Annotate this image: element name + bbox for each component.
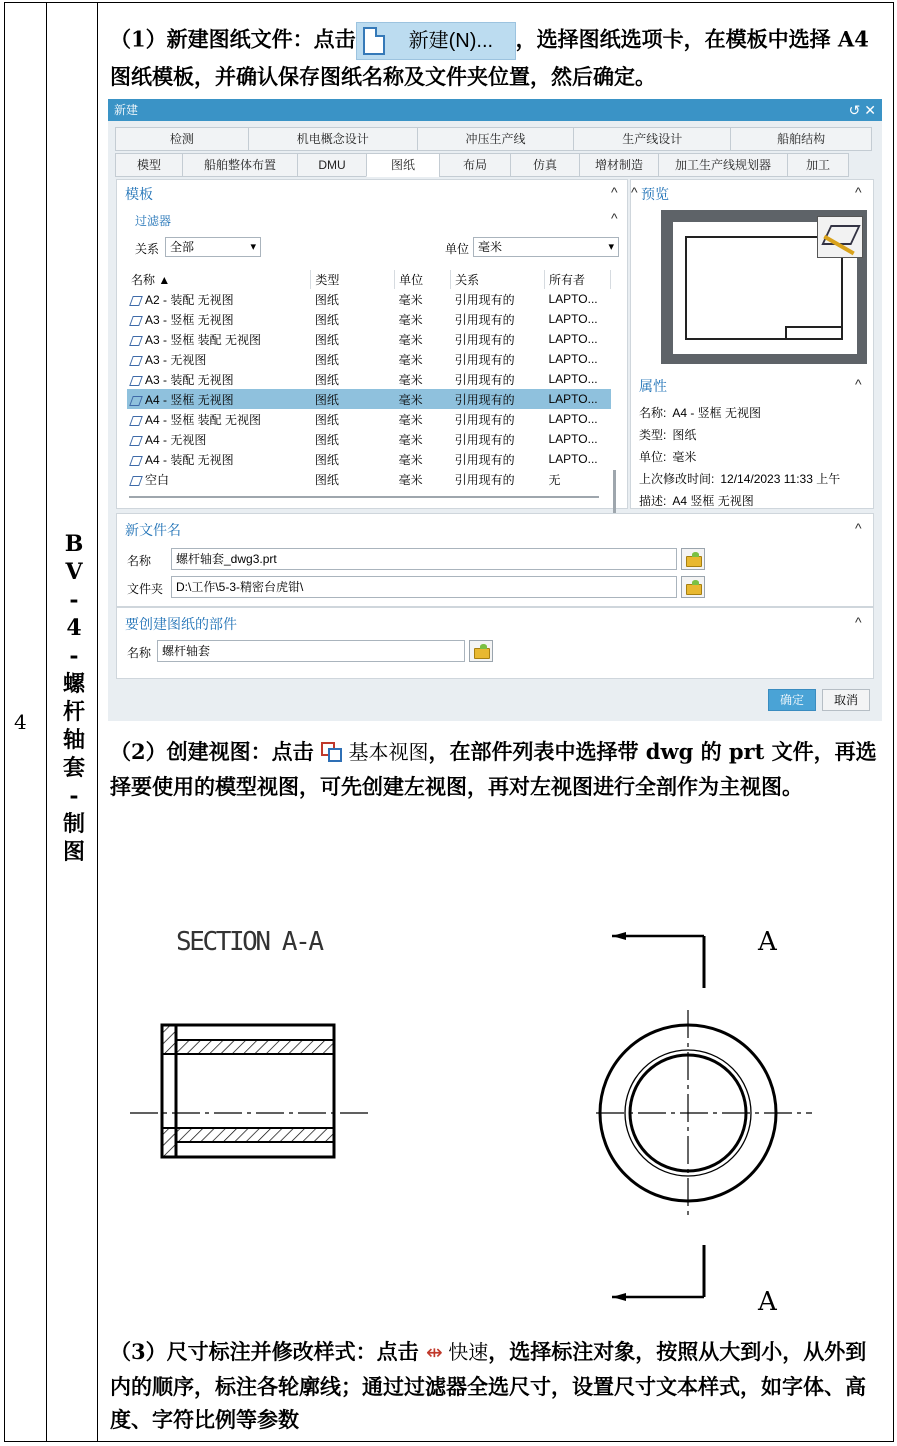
tab-simulation[interactable]: 仿真 bbox=[510, 153, 580, 177]
cell: LAPTO... bbox=[548, 372, 598, 386]
quick-dimension-button-image: ⇹ 快速 bbox=[425, 1342, 489, 1364]
cell: LAPTO... bbox=[548, 312, 598, 326]
collapse-icon[interactable]: ^ bbox=[611, 210, 618, 226]
tab-press-line[interactable]: 冲压生产线 bbox=[417, 127, 575, 151]
cell: A4 - 竖框 无视图 bbox=[127, 389, 311, 409]
newfile-panel bbox=[116, 513, 874, 607]
template-row[interactable] bbox=[127, 369, 611, 389]
collapse-icon[interactable]: ^ bbox=[855, 520, 862, 536]
name-field[interactable]: 螺杆轴套_dwg3.prt bbox=[171, 548, 677, 570]
drawing-template-icon bbox=[131, 375, 143, 385]
column-divider bbox=[46, 2, 47, 1442]
tab-dmu[interactable]: DMU bbox=[297, 153, 367, 177]
filter-title: 过滤器 bbox=[135, 214, 172, 228]
drawing-figure bbox=[100, 880, 890, 1330]
cell: 引用现有的 bbox=[454, 312, 515, 327]
tab-line-design[interactable]: 生产线设计 bbox=[573, 127, 731, 151]
preview-panel bbox=[630, 179, 874, 509]
drawing-template-icon bbox=[131, 395, 143, 405]
col-relation[interactable]: 关系 bbox=[451, 270, 545, 289]
drawing-template-icon bbox=[131, 315, 143, 325]
cell: LAPTO... bbox=[545, 389, 611, 409]
cell: LAPTO... bbox=[548, 452, 598, 466]
template-row[interactable] bbox=[127, 309, 611, 329]
cell: 图纸 bbox=[314, 432, 339, 447]
drawing-template-icon bbox=[131, 455, 143, 465]
base-view-button-image: 基本视图 bbox=[321, 737, 429, 770]
section-marker-top: A bbox=[758, 927, 777, 957]
template-row[interactable] bbox=[127, 329, 611, 349]
cell: A4 - 无视图 bbox=[127, 429, 311, 449]
cell: 毫米 bbox=[398, 312, 423, 327]
template-table bbox=[127, 270, 611, 489]
tab-layout[interactable]: 布局 bbox=[439, 153, 511, 177]
col-type[interactable]: 类型 bbox=[311, 270, 395, 289]
property-row: 名称: A4 - 竖框 无视图 bbox=[639, 406, 762, 420]
collapse-icon[interactable]: ^ bbox=[855, 376, 862, 392]
drawing-template-icon bbox=[131, 415, 143, 425]
name-label: 名称 bbox=[127, 554, 152, 568]
row-title: B V - 4 - 螺 杆 轴 套 - 制 图 bbox=[62, 531, 85, 865]
cell: 图纸 bbox=[314, 412, 339, 427]
section-marker-bottom: A bbox=[758, 1287, 777, 1317]
template-row[interactable] bbox=[127, 349, 611, 369]
table-header bbox=[127, 270, 611, 289]
cell: 毫米 bbox=[398, 432, 423, 447]
tab-machining[interactable]: 加工 bbox=[787, 153, 849, 177]
cell: LAPTO... bbox=[548, 412, 598, 426]
tabs-row-1 bbox=[116, 127, 872, 151]
template-row[interactable] bbox=[127, 469, 611, 489]
ok-button[interactable]: 确定 bbox=[768, 689, 816, 711]
collapse-icon[interactable]: ^ bbox=[855, 614, 862, 630]
cell: 引用现有的 bbox=[454, 352, 515, 367]
browse-folder-icon[interactable] bbox=[469, 640, 493, 662]
cell: A3 - 竖框 无视图 bbox=[127, 309, 311, 329]
drawing-template-icon bbox=[131, 335, 143, 345]
cell: LAPTO... bbox=[548, 432, 598, 446]
tabs-row-2 bbox=[116, 153, 872, 177]
cell: 引用现有的 bbox=[454, 332, 515, 347]
cell: LAPTO... bbox=[548, 352, 598, 366]
column-divider bbox=[97, 2, 98, 1442]
drawing-template-icon bbox=[131, 355, 143, 365]
base-view-icon bbox=[321, 742, 343, 762]
cell: 图纸 bbox=[314, 372, 339, 387]
quick-dimension-icon: ⇹ bbox=[425, 1342, 443, 1364]
cell: 引用现有的 bbox=[454, 472, 515, 487]
cell: 毫米 bbox=[398, 412, 423, 427]
new-document-icon bbox=[363, 27, 385, 55]
drawing-template-icon bbox=[131, 295, 143, 305]
horizontal-scrollbar[interactable] bbox=[129, 496, 599, 498]
unit-select[interactable]: 毫米 ▾ bbox=[473, 237, 619, 257]
new-dialog bbox=[108, 99, 882, 721]
template-row[interactable] bbox=[127, 389, 611, 409]
cell: A4 - 竖框 装配 无视图 bbox=[127, 409, 311, 429]
template-row[interactable] bbox=[127, 409, 611, 429]
cell: 空白 bbox=[127, 469, 311, 489]
browse-folder-icon[interactable] bbox=[681, 576, 705, 598]
side-view bbox=[596, 932, 812, 1301]
tab-drawing[interactable]: 图纸 bbox=[366, 153, 440, 177]
cell: A2 - 装配 无视图 bbox=[127, 289, 311, 309]
drawing-template-icon bbox=[131, 475, 143, 485]
dialog-titlebar: 新建 ↺ ✕ bbox=[108, 99, 882, 121]
tab-ship-layout[interactable]: 船舶整体布置 bbox=[182, 153, 298, 177]
cell: 引用现有的 bbox=[454, 412, 515, 427]
property-row: 类型: 图纸 bbox=[639, 428, 697, 442]
folder-label: 文件夹 bbox=[127, 582, 164, 596]
cell: 毫米 bbox=[398, 452, 423, 467]
cell: 毫米 bbox=[398, 472, 423, 487]
property-row: 单位: 毫米 bbox=[639, 450, 697, 464]
collapse-icon[interactable]: ^ bbox=[611, 184, 618, 200]
relation-select[interactable]: 全部 ▾ bbox=[165, 237, 261, 257]
cell: 引用现有的 bbox=[451, 389, 545, 409]
template-row[interactable] bbox=[127, 429, 611, 449]
part-name-label: 名称 bbox=[127, 646, 152, 660]
template-panel bbox=[116, 179, 628, 509]
part-title: 要创建图纸的部件 bbox=[125, 616, 237, 632]
step3-text: （3）尺寸标注并修改样式：点击 ⇹ 快速，选择标注对象，按照从大到小，从外到内的顺序，标注各轮廓线；通过过滤器全选尺寸，设置尺寸文本样式，如字体、高度、字符比例等参数 bbox=[110, 1339, 867, 1432]
col-unit[interactable]: 单位 bbox=[395, 270, 451, 289]
step2-text: （2）创建视图：点击 基本视图，在部件列表中选择带 dwg 的 prt 文件，再选择要使用的模型视图，可先创建左视图，再对左视图进行全剖作为主视图。 bbox=[110, 739, 877, 799]
template-title: 模板 bbox=[125, 186, 153, 202]
tab-model[interactable]: 模型 bbox=[115, 153, 183, 177]
cell: 引用现有的 bbox=[454, 372, 515, 387]
folder-field[interactable]: D:\工作\5-3-精密台虎钳\ bbox=[171, 576, 677, 598]
cell: 引用现有的 bbox=[454, 292, 515, 307]
part-name-field[interactable]: 螺杆轴套 bbox=[157, 640, 465, 662]
cell: 引用现有的 bbox=[454, 432, 515, 447]
section-label: SECTION A-A bbox=[176, 927, 324, 957]
cell: 毫米 bbox=[398, 332, 423, 347]
tab-line-planner[interactable]: 加工生产线规划器 bbox=[658, 153, 788, 177]
newfile-title: 新文件名 bbox=[125, 522, 181, 538]
cell: 图纸 bbox=[314, 312, 339, 327]
browse-folder-icon[interactable] bbox=[681, 548, 705, 570]
collapse-icon[interactable]: ^ bbox=[855, 184, 862, 200]
step1-text: （1）新建图纸文件：点击 新建(N)... ，选择图纸选项卡，在模板中选择 A4 图纸模板，并确认保存图纸名称及文件夹位置，然后确定。 bbox=[110, 22, 885, 93]
cell: A3 - 无视图 bbox=[127, 349, 311, 369]
cell: 图纸 bbox=[314, 352, 339, 367]
col-name[interactable]: 名称 ▲ bbox=[127, 270, 311, 289]
cell: 毫米 bbox=[395, 389, 451, 409]
col-owner[interactable]: 所有者 bbox=[545, 270, 611, 289]
cell: 图纸 bbox=[311, 389, 395, 409]
cell: 图纸 bbox=[314, 452, 339, 467]
cell: A3 - 装配 无视图 bbox=[127, 369, 311, 389]
relation-label: 关系 bbox=[135, 242, 160, 256]
template-row[interactable] bbox=[127, 449, 611, 469]
cell: 图纸 bbox=[314, 332, 339, 347]
cell: 图纸 bbox=[314, 292, 339, 307]
cell: LAPTO... bbox=[548, 292, 598, 306]
cell: LAPTO... bbox=[548, 332, 598, 346]
cell: 无 bbox=[548, 472, 561, 487]
new-button-image: 新建(N)... bbox=[356, 22, 516, 60]
cell: 毫米 bbox=[398, 292, 423, 307]
tab-ship-structure[interactable]: 船舶结构 bbox=[730, 127, 872, 151]
cell: A3 - 竖框 装配 无视图 bbox=[127, 329, 311, 349]
drawing-template-icon bbox=[131, 435, 143, 445]
tab-additive[interactable]: 增材制造 bbox=[579, 153, 659, 177]
unit-label: 单位 bbox=[445, 242, 470, 256]
properties-title: 属性 bbox=[639, 378, 667, 394]
row-number: 4 bbox=[14, 710, 27, 734]
reset-close-icon[interactable]: ↺ ✕ bbox=[848, 102, 876, 118]
drawing-template-icon bbox=[817, 216, 863, 258]
preview-image bbox=[661, 210, 867, 364]
properties-list bbox=[639, 402, 840, 512]
part-panel bbox=[116, 607, 874, 679]
tab-mechatronics[interactable]: 机电概念设计 bbox=[248, 127, 418, 151]
cell: 引用现有的 bbox=[454, 452, 515, 467]
cell: 图纸 bbox=[314, 472, 339, 487]
preview-title: 预览 bbox=[641, 186, 669, 202]
property-row: 上次修改时间: 12/14/2023 11:33 上午 bbox=[639, 472, 841, 486]
template-row[interactable] bbox=[127, 289, 611, 309]
collapse-icon[interactable]: ^ bbox=[631, 184, 638, 200]
cell: 毫米 bbox=[398, 352, 423, 367]
cancel-button[interactable]: 取消 bbox=[822, 689, 870, 711]
tab-inspection[interactable]: 检测 bbox=[115, 127, 249, 151]
property-row: 描述: A4 竖框 无视图 bbox=[639, 494, 754, 508]
cell: 毫米 bbox=[398, 372, 423, 387]
section-view bbox=[130, 1025, 368, 1157]
cell: A4 - 装配 无视图 bbox=[127, 449, 311, 469]
